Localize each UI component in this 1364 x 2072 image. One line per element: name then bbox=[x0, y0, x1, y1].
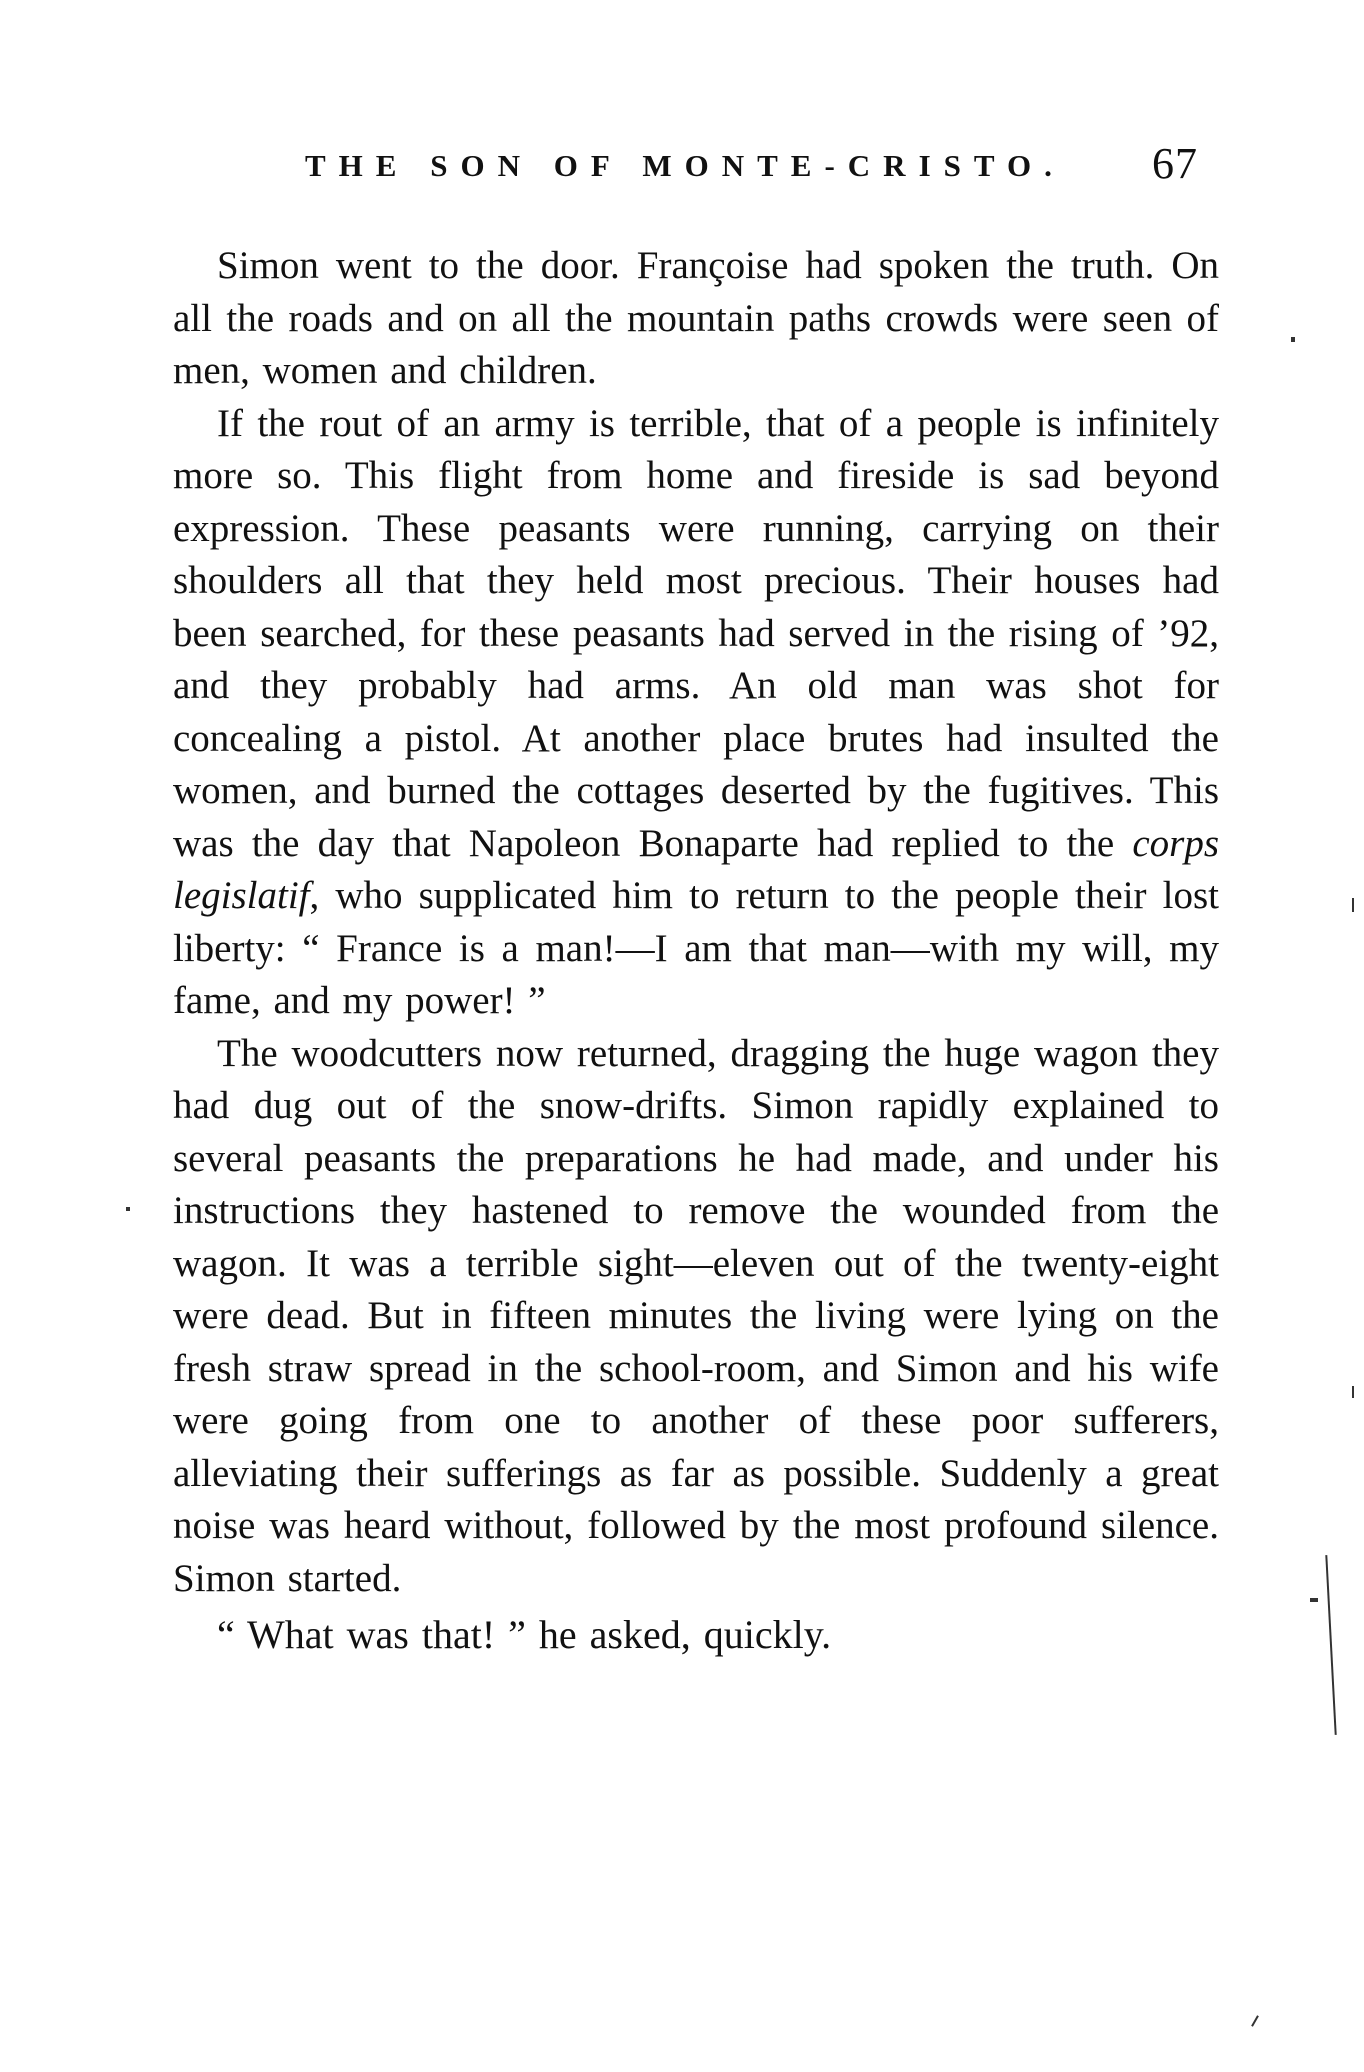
paragraph-2-text: If the rout of an army is terrible, that of a people is infinitely more so. This flight from home and fireside is sad beyond expression. These peasants were running, carrying on their shoulders all that they held most precious. Their houses had been searched, for these peasants had served in the rising of ’92, and they probably had arms. An old man was shot for concealing a pistol. At another place brutes had insulted the women, and burned the cottages deserted by the fugitives. This was the day that Napoleon Bonaparte had replied to the bbox=[173, 401, 1219, 865]
paragraph-2-italic: corps legislatif bbox=[173, 821, 1219, 917]
body-text bbox=[173, 240, 1219, 1662]
paragraph-1: Simon went to the door. Françoise had spoken the truth. On all the roads and on all the mountain paths crowds were seen of men, women and children. bbox=[173, 244, 1219, 392]
paragraph-4: “ What was that! ” he asked, quickly. bbox=[217, 1612, 832, 1657]
running-title: THE SON OF MONTE-CRISTO. bbox=[305, 148, 1065, 183]
scan-speck bbox=[1251, 2015, 1259, 2026]
scan-speck bbox=[126, 1207, 130, 1211]
paragraph-2-text-after: , who supplicated him to return to the people their lost liberty: “ France is a man!—I am that man—with my will, my fame, and my power! ” bbox=[173, 874, 1219, 1022]
paragraph-2 bbox=[173, 398, 1219, 1028]
scan-speck bbox=[1352, 898, 1354, 912]
scan-speck bbox=[1325, 1555, 1336, 1735]
scan-speck bbox=[1291, 337, 1295, 342]
scan-speck bbox=[1310, 1598, 1318, 1602]
paragraph-3: The woodcutters now returned, dragging the huge wagon they had dug out of the snow-drifts. Simon rapidly explained to several peasants the preparations he had made, and under his instructions they hastened to remove the wounded from the wagon. It was a terrible sight—eleven out of the twenty-eight were dead. But in fifteen minutes the living were lying on the fresh straw spread in the school-room, and Simon and his wife were going from one to another of these poor sufferers, alleviating their sufferings as far as possible. Suddenly a great noise was heard without, followed by the most profound silence. Simon started. bbox=[173, 1031, 1219, 1600]
scan-speck bbox=[1352, 1386, 1354, 1398]
page-number: 67 bbox=[1152, 139, 1198, 188]
